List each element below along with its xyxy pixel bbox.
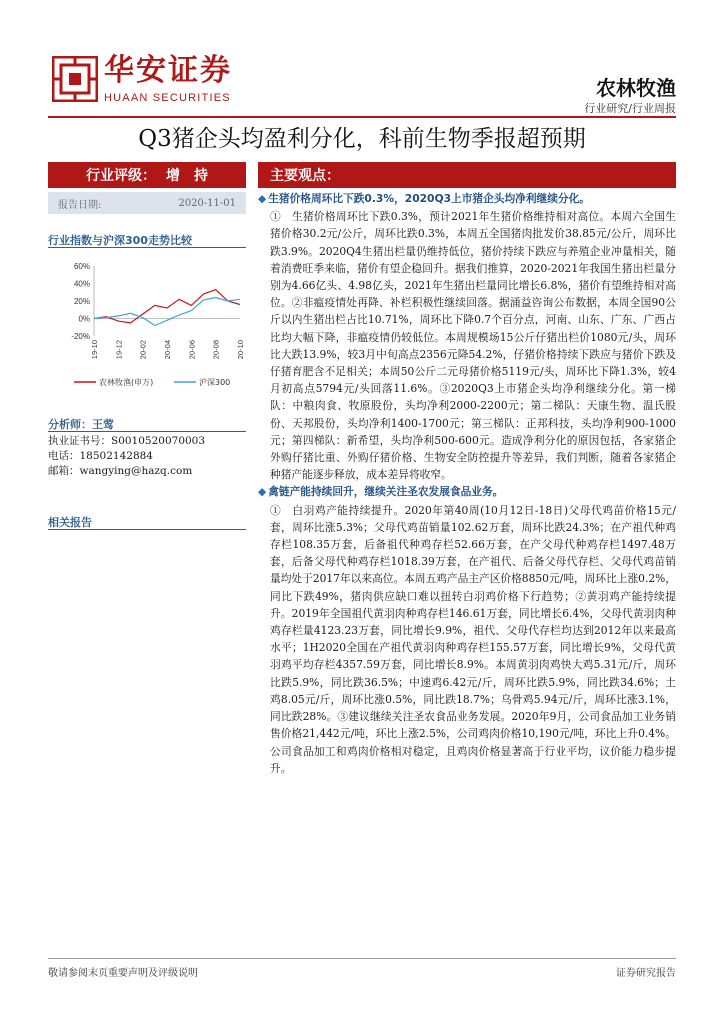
section-paragraph: ① 生猪价格周环比下跌0.3%，预计2021年生猪价格维持相对高位。本周六全国生猪价格30.2元/公斤，周环比跌0.3%，本周五全国猪肉批发价38.85元/公斤，周环比跌3.9%。2020Q4生猪出栏量仍维持低位，猪价持续下跌应与养殖企业冲量相关，随着消费旺季来临，猪价有望企稳回升。据我们推算，2020-2021年我国生猪出栏量分别为4.66亿头、4.98亿头，2021年生猪出栏量同比增长6.8%，猪价有望维持相对高位。②非瘟疫情处再降、补栏积极性继续回落。据涌益咨询公布数据，本周全国90公斤以内生猪出栏占比10.71%，周环比下降0.7个百分点，河南、山东、广东、广西占比均大幅下降，非瘟疫情仍较低位。本周规模场15公斤仔猪出栏价1080元/头，周环比大跌13.9%，较3月中旬高点2356元降54.2%，仔猪价格持续下跌应与猪价下跌及仔猪育肥含不足相关；本周50公斤二元母猪价格5119元/头，周环比下降1.3%，较4月初高点5794元/头回落11.6%。③2020Q3上市猪企头均净利继续分化。第一梯队：中粮肉食、牧原股份，头均净利2000-2200元；第二梯队：天康生物、温氏股份、天邦股份，头均净利1400-1700元；第三梯队：正邦科技，头均净利900-1000元；第四梯队：新希望，头均净利500-600元。造成净利分化的原因包括，各家猪企外购仔猪比重、外购仔猪价格、生物安全防控提升等差异，我们判断，随着各家猪企种猪产能逐步释放，成本差异将收窄。 xyxy=(270,210,676,482)
diamond-bullet-icon: ◆ xyxy=(258,485,267,499)
y-tick-label: 60% xyxy=(73,262,90,271)
x-tick-label: 20-06 xyxy=(187,340,197,360)
x-tick-label: 20-02 xyxy=(138,340,148,360)
industry-rating-bar xyxy=(48,162,246,188)
rating-label: 行业评级： xyxy=(86,168,156,184)
section-heading: ◆ 禽链产能持续回升，继续关注圣农发展食品业务。 xyxy=(258,485,504,499)
logo-text-cn: 华安证券 xyxy=(104,53,232,88)
key-points-header: 主要观点： xyxy=(258,162,676,188)
analyst-info xyxy=(48,434,246,479)
index-comparison-chart xyxy=(48,252,246,398)
huaan-logo-icon xyxy=(52,56,98,102)
report-body xyxy=(258,190,676,777)
y-tick-label: 0% xyxy=(78,314,90,324)
footer-divider xyxy=(48,958,676,959)
analyst-title: 分析师：王莺 xyxy=(48,418,114,431)
x-tick-label: 20-08 xyxy=(211,340,221,360)
report-title: Q3猪企头均盈利分化，科前生物季报超预期 xyxy=(138,126,586,152)
y-tick-label: -20% xyxy=(71,332,90,341)
analyst-phone: 电话：18502142884 xyxy=(48,450,153,462)
legend-label: 农林牧渔(申万) xyxy=(99,378,154,387)
x-tick-label: 19-10 xyxy=(90,340,99,360)
page-header xyxy=(0,0,724,120)
section-heading: ◆ 生猪价格周环比下跌0.3%，2020Q3上市猪企头均净利继续分化。 xyxy=(258,192,590,205)
footer-label: 证券研究报告 xyxy=(616,968,676,979)
legend-label: 沪深300 xyxy=(199,378,231,387)
related-reports-rule xyxy=(48,529,246,530)
series-line-industry xyxy=(94,290,240,323)
diamond-bullet-icon: ◆ xyxy=(258,192,267,205)
y-tick-label: 40% xyxy=(73,279,90,289)
x-tick-label: 20-10 xyxy=(236,340,245,360)
x-tick-label: 19-12 xyxy=(114,340,124,360)
header-divider xyxy=(48,116,676,118)
chart-title: 行业指数与沪深300走势比较 xyxy=(48,234,192,247)
analyst-cert: 执业证书号：S0010520070003 xyxy=(48,435,206,447)
rating-value: 增 持 xyxy=(166,168,208,184)
analyst-email: 邮箱：wangying@hazq.com xyxy=(48,465,193,477)
report-date-bar xyxy=(48,192,246,214)
report-type: 行业研究/行业周报 xyxy=(584,102,676,115)
y-tick-label: 20% xyxy=(73,297,90,306)
series-line-csi300 xyxy=(94,298,240,326)
related-reports-title: 相关报告 xyxy=(48,516,92,529)
date-value: 2020-11-01 xyxy=(178,197,236,209)
date-label: 报告日期: xyxy=(58,199,102,211)
x-tick-label: 20-04 xyxy=(163,340,172,360)
section-paragraph: ① 白羽鸡产能持续提升。2020年第40周(10月12日-18日)父母代鸡苗价格15元/套，周环比涨5.3%；父母代鸡苗销量102.62万套，周环比跌24.3%；在产祖代种鸡存栏108.35万套，后备祖代种鸡存栏52.66万套，在产父母代种鸡存栏1497.48万套，后备父母代种鸡存栏1018.39万套，在产祖代、后备父母代存栏、父母代鸡苗销量均处于2017年以来高位。本周五鸡产品主产区价格8850元/吨，周环比上涨0.2%，同比下跌49%，猪肉供应缺口难以扭转白羽鸡价格下行趋势；②黄羽鸡产能持续提升。2019年全国祖代黄羽肉种鸡存栏146.61万套，同比增长6.4%，父母代黄羽肉种鸡存栏量4123.23万套，同比增长9.9%，祖代、父母代存栏均达到2012年以来最高水平；1H2020全国在产祖代黄羽肉种鸡存栏155.57万套，同比增长9%，父母代黄羽鸡平均存栏4357.59万套，同比增长8.9%。本周黄羽肉鸡快大鸡5.31元/斤，周环比跌5.9%，同比跌36.5%；中速鸡6.42元/斤，周环比跌5.9%，同比跌34.6%；土鸡8.05元/斤，周环比涨0.5%，同比跌18.7%；乌骨鸡5.94元/斤，周环比涨3.1%，同比跌28%。③建议继续关注圣农食品业务发展。2020年9月，公司食品加工业务销售价格21,442元/吨，环比上涨2.5%，公司鸡肉价格10,190元/吨，环比上升0.4%。公司食品加工和鸡肉价格相对稳定，且鸡肉价格显著高于行业平均，议价能力稳步提升。 xyxy=(270,503,676,775)
footer-disclaimer: 敬请参阅末页重要声明及评级说明 xyxy=(48,968,198,979)
chart-title-rule xyxy=(48,247,246,248)
analyst-title-rule xyxy=(48,431,246,432)
logo-text-en: HUAAN SECURITIES xyxy=(104,92,231,104)
sector-label: 农林牧渔 xyxy=(596,76,676,100)
